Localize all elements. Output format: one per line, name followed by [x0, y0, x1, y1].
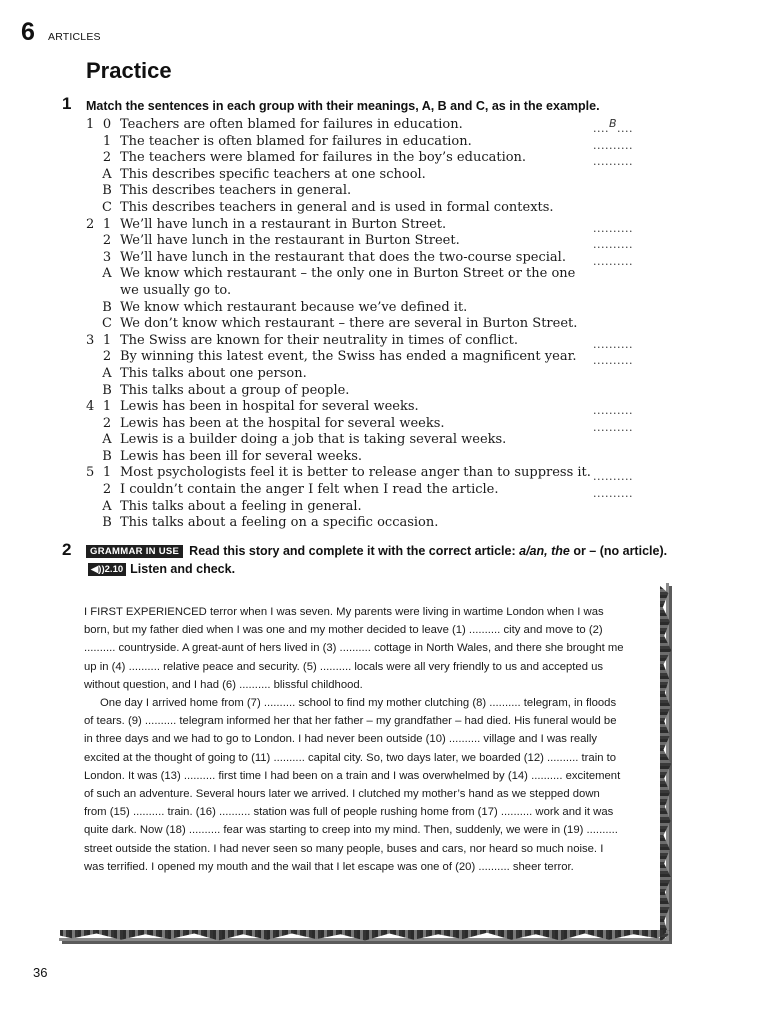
exercise-line [86, 217, 646, 234]
exercise-line [86, 349, 646, 366]
answer-blank[interactable]: .......... [593, 238, 633, 252]
torn-edge-right [660, 586, 674, 942]
item-id: A [102, 498, 112, 514]
item-id: 1 [102, 216, 112, 232]
answer-blank[interactable]: .......... [593, 470, 633, 484]
example-answer: B [609, 117, 618, 130]
answer-blank[interactable]: .......... [593, 337, 633, 351]
answer-blank[interactable]: .......... [593, 354, 633, 368]
item-text: We’ll have lunch in the restaurant in Burton Street. [120, 233, 460, 249]
answer-blank[interactable]: .......... [593, 254, 633, 268]
exercise-line [86, 366, 646, 383]
item-text: This describes specific teachers at one school. [120, 166, 426, 182]
exercise-line [86, 333, 646, 350]
exercise-line [86, 266, 646, 283]
exercise-line [86, 250, 646, 267]
item-text: We’ll have lunch in a restaurant in Burton Street. [120, 216, 447, 232]
exercise-line [86, 300, 646, 317]
exercise-2-number: 2 [62, 540, 72, 559]
answer-blank[interactable]: .......... [593, 487, 633, 501]
item-text: Lewis has been at the hospital for several weeks. [120, 415, 445, 431]
exercise-line [86, 482, 646, 499]
story-text [84, 603, 624, 876]
exercise-line [86, 316, 646, 333]
answer-blank[interactable]: .......... [593, 404, 633, 418]
answer-blank[interactable]: .......... [593, 155, 633, 169]
item-id: 1 [102, 332, 112, 348]
item-text: The Swiss are known for their neutrality in times of conflict. [120, 332, 519, 348]
item-id: B [102, 299, 112, 315]
item-text: We know which restaurant because we’ve defined it. [120, 299, 468, 315]
item-id: 2 [102, 482, 112, 498]
item-text: Lewis is a builder doing a job that is taking several weeks. [120, 432, 507, 448]
item-text: This talks about one person. [120, 365, 307, 381]
item-text: By winning this latest event, the Swiss has ended a magnificent year. [120, 349, 577, 365]
item-id: C [102, 316, 112, 332]
exercise-line [86, 416, 646, 433]
exercise-line [86, 233, 646, 250]
page-title: Practice [86, 58, 172, 83]
grammar-in-use-badge: GRAMMAR IN USE [86, 545, 183, 558]
item-text: This describes teachers in general and is used in formal contexts. [120, 199, 554, 215]
item-text: we usually go to. [120, 282, 232, 298]
answer-blank[interactable]: ....B.... [593, 117, 634, 135]
item-id: 1 [102, 465, 112, 481]
group-number: 1 [86, 117, 95, 132]
chapter-title: ARTICLES [48, 31, 101, 43]
item-id: A [102, 266, 112, 282]
item-id: A [102, 365, 112, 381]
exercise-line [86, 183, 646, 200]
audio-track-badge[interactable] [88, 563, 126, 576]
item-id: B [102, 382, 112, 398]
chapter-number: 6 [21, 18, 35, 46]
item-text: The teachers were blamed for failures in the boy’s education. [120, 150, 527, 166]
item-text: This describes teachers in general. [120, 183, 352, 199]
exercise-line [86, 117, 646, 134]
item-id: B [102, 515, 112, 531]
group-number: 4 [86, 399, 95, 415]
instruction-text: Read this story and complete it with the correct article: [189, 544, 520, 558]
exercise-line [86, 200, 646, 217]
group-number: 2 [86, 216, 95, 232]
item-id: 1 [102, 133, 112, 149]
item-id: 3 [102, 249, 112, 265]
item-id: 2 [102, 349, 112, 365]
exercise-2-instruction [86, 542, 686, 578]
item-id: 2 [102, 150, 112, 166]
exercise-line [86, 399, 646, 416]
item-text: We don’t know which restaurant – there are several in Burton Street. [120, 316, 578, 332]
item-id: 1 [102, 399, 112, 415]
answer-blank[interactable]: .......... [593, 420, 633, 434]
item-text: We know which restaurant – the only one in Burton Street or the one [120, 266, 576, 282]
item-text: Lewis has been ill for several weeks. [120, 448, 362, 464]
exercise-line [86, 432, 646, 449]
item-text: Lewis has been in hospital for several weeks. [120, 399, 419, 415]
articles-text: a/an, the [519, 544, 570, 558]
page-number: 36 [33, 965, 48, 980]
item-id: 2 [102, 415, 112, 431]
exercise-line [86, 150, 646, 167]
item-text: The teacher is often blamed for failures in education. [120, 133, 472, 149]
audio-track-number: 2.10 [104, 564, 124, 575]
item-id: B [102, 183, 112, 199]
exercise-line [86, 449, 646, 466]
answer-blank[interactable]: .......... [593, 138, 633, 152]
item-id: A [102, 166, 112, 182]
exercise-line [86, 499, 646, 516]
item-text: I couldn’t contain the anger I felt when I read the article. [120, 482, 499, 498]
story-paragraph: One day I arrived home from (7) .......... school to find my mother clutching (8) .......... telegram, in floods of tears. (9) .......... telegram informed her that her father – my grandfather – had died. His funeral would be in three days and we had to go to London. I had never been outside (10) .......... village and I was really excited at the thought of going to (11) .......... capital city. So, two days later, we boarded (12) .......... train to London. It was (13) .......... first time I had been on a train and I was overwhelmed by (14) .......... excitement of such an adventure. Several hours later we arrived. I clutched my mother’s hand as we stepped down from (15) .......... train. (16) .......... station was full of people rushing home from (17) .......... work and it was quite dark. Now (18) .......... fear was starting to creep into my mind. Then, suddenly, we were in (19) .......... street outside the station. I had never seen so many people, buses and cars, nor heard so much noise. I was terrified. I opened my mouth and the wail that I let escape was one of (20) .......... sheer terror. [84, 697, 621, 873]
instruction-text-2: or – (no article). [569, 544, 668, 558]
exercise-line [86, 134, 646, 151]
item-text: This talks about a feeling in general. [120, 498, 362, 514]
exercise-line [86, 465, 646, 482]
item-id: 2 [102, 233, 112, 249]
answer-blank[interactable]: .......... [593, 221, 633, 235]
exercise-line [86, 167, 646, 184]
item-id: A [102, 432, 112, 448]
item-text: We’ll have lunch in the restaurant that does the two-course special. [120, 249, 566, 265]
item-id: 0 [102, 117, 112, 132]
listen-text: Listen and check. [130, 562, 236, 576]
exercise-line [86, 283, 646, 300]
group-number: 5 [86, 465, 95, 481]
exercise-line [86, 383, 646, 400]
item-text: Most psychologists feel it is better to release anger than to suppress it. [120, 465, 591, 481]
item-text: This talks about a group of people. [120, 382, 350, 398]
story-paragraph: I FIRST EXPERIENCED terror when I was seven. My parents were living in wartime London when I was born, but my father died when I was one and my mother decided to leave (1) .......... city and move to (2) .......... countryside. A great-aunt of hers lived in (3) .......... cottage in North Wales, and there she brought me up in (4) .......... relative peace and security. (5) .......... locals were all very friendly to us and accepted us without question, and I had (6) .......... blissful childhood. [84, 606, 624, 691]
exercise-1-number: 1 [62, 94, 72, 113]
exercise-1-list [86, 117, 646, 532]
item-text: This talks about a feeling on a specific occasion. [120, 515, 439, 531]
exercise-line [86, 515, 646, 532]
item-id: C [102, 199, 112, 215]
exercise-1-instruction: Match the sentences in each group with their meanings, A, B and C, as in the example. [86, 99, 600, 113]
group-number: 3 [86, 332, 95, 348]
item-text: Teachers are often blamed for failures in education. [120, 117, 463, 132]
item-id: B [102, 448, 112, 464]
speaker-icon: ◀)) [91, 564, 105, 575]
